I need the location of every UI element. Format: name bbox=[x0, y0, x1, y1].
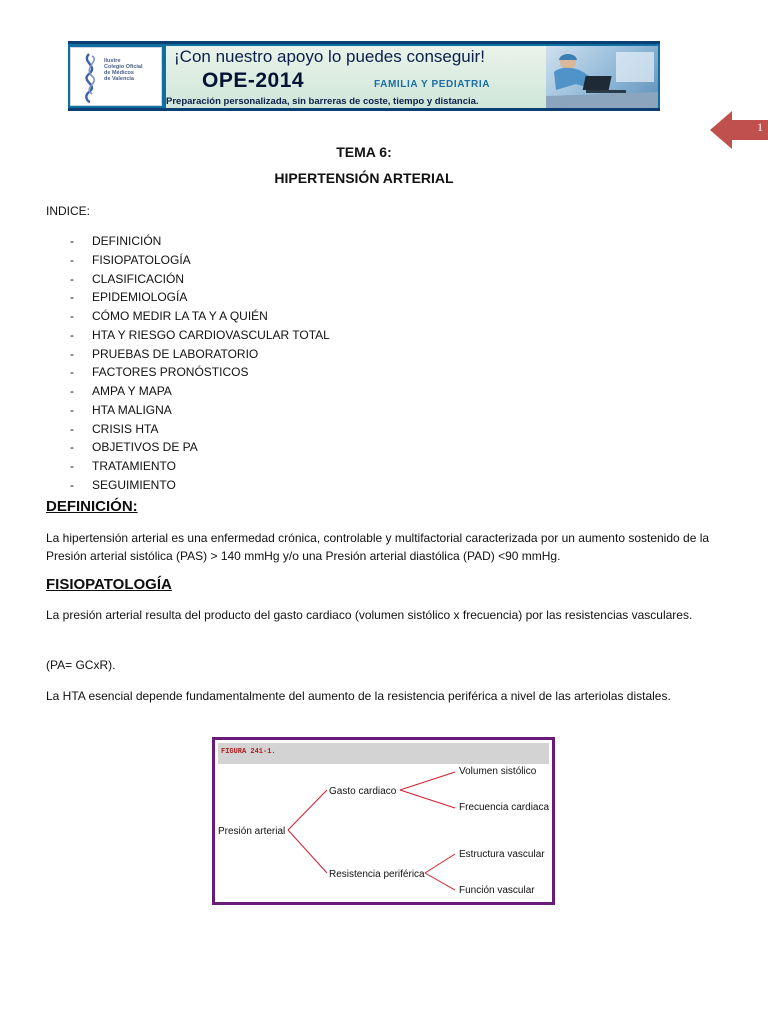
toc-item-label: SEGUIMIENTO bbox=[92, 477, 176, 492]
toc-dash: - bbox=[70, 459, 74, 473]
node-gasto-cardiaco: Gasto cardiaco bbox=[329, 786, 397, 797]
ope-banner bbox=[68, 41, 660, 111]
definicion-heading: DEFINICIÓN: bbox=[46, 498, 138, 515]
college-logo bbox=[70, 47, 162, 106]
node-resistencia-periferica: Resistencia periférica bbox=[329, 869, 425, 880]
fisiopatologia-heading: FISIOPATOLOGÍA bbox=[46, 576, 172, 593]
node-frecuencia-cardiaca: Frecuencia cardiaca bbox=[459, 802, 550, 813]
banner-tagline: ¡Con nuestro apoyo lo puedes conseguir! bbox=[174, 47, 485, 66]
connector-root-top bbox=[288, 790, 327, 830]
toc-item-label: TRATAMIENTO bbox=[92, 459, 176, 473]
document-title-line-1: TEMA 6: bbox=[336, 144, 392, 160]
toc-dash: - bbox=[70, 346, 74, 361]
connector-resistencia-funcion bbox=[425, 873, 455, 890]
connector-root-bottom bbox=[288, 830, 327, 873]
fisiopatologia-paragraph-1: La presión arterial resulta del producto del gasto cardiaco (volumen sistólico x frecuencia) por las resistencias vasculares. bbox=[46, 608, 693, 622]
definicion-text: La hipertensión arterial es una enfermedad crónica, controlable y multifactorial caracterizada por un aumento sostenido de la Presión arterial sistólica (PAS) > 140 mmHg y/o una Presión arterial diastólica (PAD) <90 mmHg. bbox=[46, 531, 710, 563]
connector-resistencia-estructura bbox=[425, 854, 455, 873]
page-number: 1 bbox=[757, 120, 763, 134]
document-title-line-2: HIPERTENSIÓN ARTERIAL bbox=[274, 170, 454, 186]
toc-dash: - bbox=[70, 365, 74, 380]
toc-item-label: HTA Y RIESGO CARDIOVASCULAR TOTAL bbox=[92, 327, 330, 342]
index-label: INDICE: bbox=[46, 204, 91, 218]
banner-prep-text: Preparación personalizada, sin barreras de coste, tiempo y distancia. bbox=[166, 96, 479, 107]
node-estructura-vascular: Estructura vascular bbox=[459, 849, 545, 860]
fisiopatologia-formula: (PA= GCxR). bbox=[46, 658, 116, 672]
toc-item-label: CÓMO MEDIR LA TA Y A QUIÉN bbox=[92, 309, 268, 323]
toc-dash: - bbox=[70, 327, 74, 342]
figure-caption: FIGURA 241-1. bbox=[221, 748, 276, 756]
toc-dash: - bbox=[70, 271, 74, 286]
toc-item-label: FACTORES PRONÓSTICOS bbox=[92, 365, 249, 380]
toc-item-label: PRUEBAS DE LABORATORIO bbox=[92, 346, 259, 361]
fisiopatologia-paragraph-3: La HTA esencial depende fundamentalmente del aumento de la resistencia periférica a nivel de las arteriolas distales. bbox=[46, 689, 671, 703]
toc-item-label: DEFINICIÓN bbox=[92, 234, 162, 248]
toc-dash: - bbox=[70, 309, 74, 323]
caduceus-icon bbox=[75, 52, 105, 104]
node-presion-arterial: Presión arterial bbox=[218, 826, 286, 837]
connector-gasto-volumen bbox=[400, 772, 455, 790]
toc-item-label: CRISIS HTA bbox=[92, 421, 159, 436]
toc-item-label: EPIDEMIOLOGÍA bbox=[92, 290, 188, 305]
toc-dash: - bbox=[70, 290, 74, 305]
banner-text-area bbox=[166, 46, 546, 108]
toc-dash: - bbox=[70, 402, 74, 417]
toc-item-label: OBJETIVOS DE PA bbox=[92, 440, 198, 455]
figure-blood-pressure-diagram bbox=[212, 737, 555, 905]
toc-dash: - bbox=[70, 384, 74, 398]
toc-item-label: CLASIFICACIÓN bbox=[92, 271, 185, 286]
banner-photo bbox=[546, 46, 658, 108]
student-photo-illustration bbox=[546, 46, 658, 108]
college-name: Ilustre Colegio Oficial de Médicos de Valencia bbox=[104, 58, 143, 82]
ope-title: OPE-2014 bbox=[202, 69, 305, 92]
diagram-canvas bbox=[215, 740, 552, 902]
toc-dash: - bbox=[70, 252, 74, 267]
ope-subtitle: FAMILIA Y PEDIATRIA bbox=[374, 79, 491, 90]
toc-dash: - bbox=[70, 440, 74, 455]
toc-dash: - bbox=[70, 421, 74, 436]
connector-gasto-frecuencia bbox=[400, 790, 455, 808]
node-funcion-vascular: Función vascular bbox=[459, 885, 535, 896]
toc-item-label: FISIOPATOLOGÍA bbox=[92, 252, 191, 267]
node-volumen-sistolico: Volumen sistólico bbox=[459, 766, 537, 777]
toc-item-label: AMPA Y MAPA bbox=[92, 384, 172, 398]
toc-dash: - bbox=[70, 477, 74, 492]
toc-item-label: HTA MALIGNA bbox=[92, 402, 172, 417]
toc-dash: - bbox=[70, 234, 74, 248]
